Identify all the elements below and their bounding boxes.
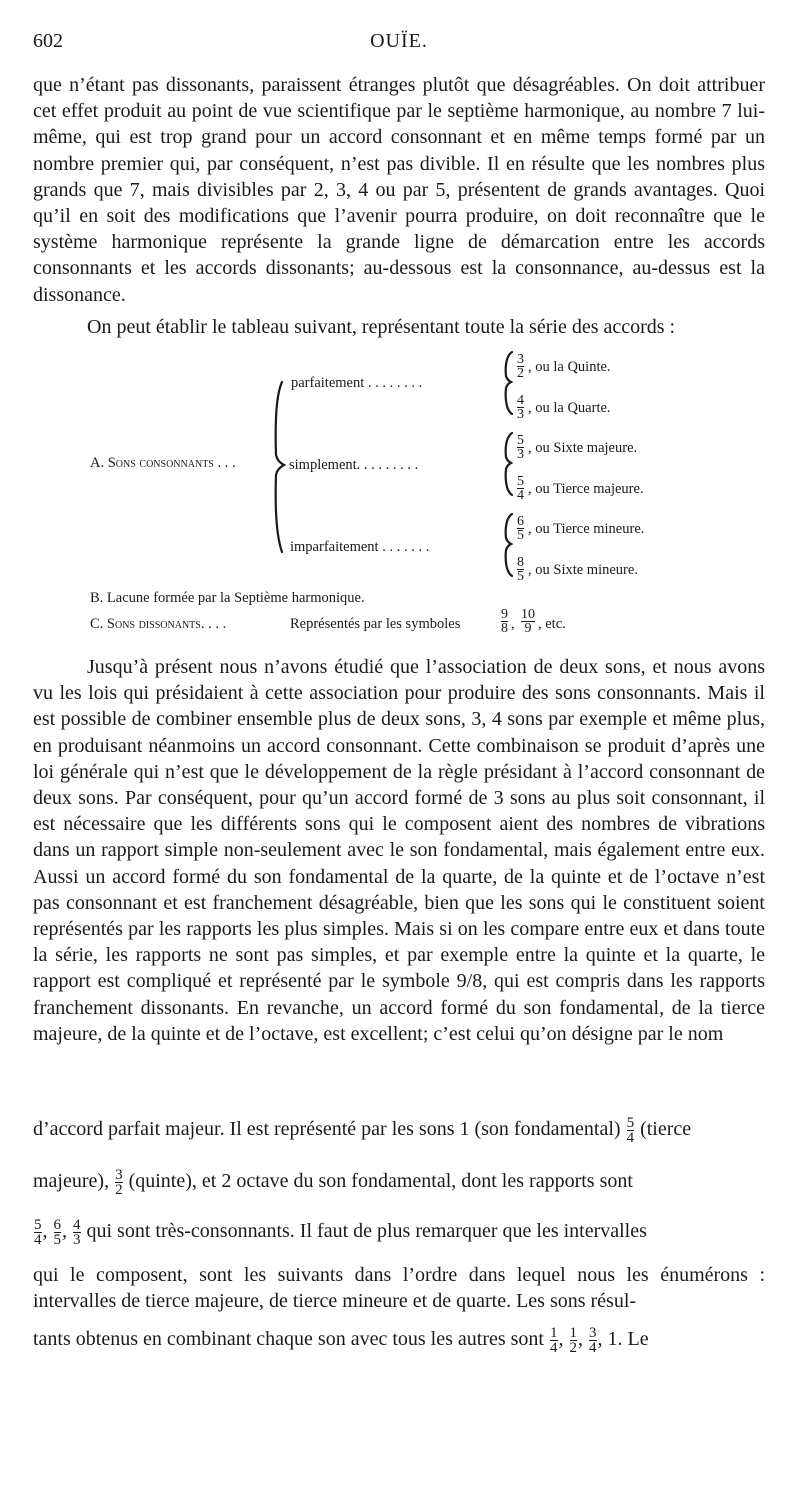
interval-fraction: 4 3 (517, 393, 524, 422)
interval-label: , ou la Quinte. (528, 359, 611, 375)
row-c-end: , etc. (538, 616, 566, 632)
line-majeure: majeure), $\frac{3}{2}$ (quinte), et 2 octave du son fondamental, dont les rapports sont (33, 1167, 633, 1198)
parfaitement-label: parfaitement . . . . . . . . (291, 375, 423, 391)
interval-label: , ou Tierce majeure. (528, 481, 644, 497)
inline-fraction: $\frac{5}{4}$ (626, 1115, 635, 1146)
imparfaitement-label: imparfaitement . . . . . . . (290, 539, 430, 555)
line-fractions: $\frac{5}{4}$ , $\frac{6}{5}$ , $\frac{4}{3}$ qui sont très-consonnants. Il faut de plus remarquer que les intervalles (34, 1217, 647, 1248)
paragraph-2: On peut établir le tableau suivant, représentant toute la série des accords : (87, 316, 676, 338)
inline-fraction: $\frac{5}{4}$ (34, 1217, 42, 1248)
table-braces (0, 0, 800, 600)
inline-fraction: $\frac{3}{4}$ (589, 1325, 597, 1356)
dissonant-fraction: 10 9 (521, 607, 535, 636)
row-c-label: C. Sons dissonants. . . . (90, 616, 227, 632)
interval-fraction: 8 5 (517, 555, 524, 584)
paragraph-4: qui le composent, sont les suivants dans l’ordre dans lequel nous les énumérons : intervalles de tierce majeure, de tierce mineure et de quarte. Les sons résul- (33, 1264, 765, 1313)
paragraph-1: que n’étant pas dissonants, paraissent étranges plutôt que désagréables. On doit attribuer cet effet produit au point de vue scientifique par le septième harmonique, au nombre 7 lui-même, qui est trop grand pour un accord consonnant et en même temps formé par un nombre premier qui, par conséquent, n’est pas divible. Il en résulte que les nombres plus grands que 7, mais divisibles par 2, 3, 4 ou par 5, présentent de grands avantages. Quoi qu’il en soit des modifications que l’avenir pourra produire, on doit reconnaître que le système harmonique représente la grande ligne de démarcation entre les accords consonnants et les accords dissonants; au-dessous est la consonnance, au-dessus est la dissonance. (33, 74, 765, 306)
simplement-label: simplement. . . . . . . . . (289, 457, 419, 473)
inline-fraction: $\frac{6}{5}$ (53, 1217, 61, 1248)
inline-fraction: $\frac{3}{2}$ (115, 1167, 123, 1198)
inline-fraction: $\frac{1}{4}$ (550, 1325, 558, 1356)
line-last: tants obtenus en combinant chaque son avec tous les autres sont $\frac{1}{4}$ , $\frac{1}{2}$ , $\frac{3}{4}$ , 1. Le (33, 1325, 649, 1356)
page-number: 602 (33, 30, 63, 52)
inline-fraction: $\frac{4}{3}$ (73, 1217, 81, 1248)
interval-fraction: 3 2 (517, 352, 524, 381)
book-page: 602 OUÏE. que n’étant pas dissonants, paraissent étranges plutôt que désagréables. On doit attribuer cet effet produit au point de vue scientifique par le septième harmonique, au nombre 7 lui-même, qui est trop grand pour un accord consonnant et en même temps formé par un nombre premier qui, par conséquent, n’est pas divible. Il en résulte que les nombres plus grands que 7, mais divisibles par 2, 3, 4 ou par 5, présentent de grands avantages. Quoi qu’il en soit des modifications que l’avenir pourra produire, on doit reconnaître que le système harmonique représente la grande ligne de démarcation entre les accords consonnants et les accords dissonants; au-dessous est la consonnance, au-dessus est la dissonance. On peut établir le tableau suivant, représentant toute la série des accords : A. Sons consonnants . . . parfaitement . . . . . . . . simplement. . . . . . . . . imparfaitement . . . . . . . 3 2 , ou la Quinte. 4 3 , ou la Quarte. 5 3 , ou Sixte majeure. 5 4 , ou Tierce majeure. 6 5 , ou Tierce mineure. 8 5 , ou Sixte mineure. B. Lacune formée par la Septième harmonique. C. Sons dissonants. . . . Représentés par les symboles 9 8 , 10 9 , etc. Jusqu’à présent nous n’avons étudié que l’association de deux sons, et nous avons vu les lois qui présidaient à cette association pour produire des sons consonnants. Mais il est possible de combiner ensemble plus de deux sons, 3, 4 sons par exemple et même plus, en produisant néanmoins un accord consonnant. Cette combinaison se produit d’après une loi générale qui n’est que le développement de la règle présidant à l’accord consonnant de deux sons. Par conséquent, pour qu’un accord formé de 3 sons au plus soit consonnant, il est nécessaire que les différents sons qui le composent aient des nombres de vibrations dans un rapport simple non-seulement avec le son fondamental, mais également entre eux. Aussi un accord formé du son fondamental de la quarte, de la quinte et de l’octave n’est pas consonnant et est franchement désagréable, bien que les sons qui le constituent soient représentés par les rapports les plus simples. Mais si on les compare entre eux et dans toute la série, les rapports ne sont pas simples, et par exemple entre la quinte et la quarte, le rapport est compliqué et représenté par le symbole 9/8, qui est compris dans les rapports franchement dissonants. En revanche, un accord formé du son fondamental, de la tierce majeure, de la quinte et de l’octave, est excellent; c’est celui qu’on désigne par le nom d’accord parfait majeur. Il est représenté par les sons 1 (son fondamental) $\frac{5}{4}$ (tierce majeure), $\frac{3}{2}$ (quinte), et 2 octave du son fondamental, dont les rapports sont $\frac{5}{4}$ , $\frac{6}{5}$ , $\frac{4}{3}$ qui sont très-consonnants. Il faut de plus remarquer que les intervalles qui le composent, sont les suivants dans l’ordre dans lequel nous les énumérons : intervalles de tierce majeure, de tierce mineure et de quarte. Les sons résul- tants obtenus en combinant chaque son avec tous les autres sont $\frac{1}{4}$ , $\frac{1}{2}$ , $\frac{3}{4}$ , 1. Le (0, 0, 800, 1508)
line-accord-parfait: d’accord parfait majeur. Il est représenté par les sons 1 (son fondamental) $\frac{5}{4}$ (tierce (33, 1115, 692, 1146)
interval-label: , ou la Quarte. (528, 400, 611, 416)
group-a-label: A. Sons consonnants . . . (90, 455, 236, 471)
interval-label: , ou Tierce mineure. (528, 521, 645, 537)
row-c-text: Représentés par les symboles (290, 616, 461, 632)
interval-label: , ou Sixte mineure. (528, 562, 638, 578)
dissonant-fraction: 9 8 (501, 607, 508, 636)
inline-fraction: $\frac{1}{2}$ (569, 1325, 577, 1356)
interval-fraction: 5 3 (517, 433, 524, 462)
paragraph-3: Jusqu’à présent nous n’avons étudié que l’association de deux sons, et nous avons vu les lois qui présidaient à cette association pour produire des sons consonnants. Mais il est possible de combiner ensemble plus de deux sons, 3, 4 sons par exemple et même plus, en produisant néanmoins un accord consonnant. Cette combinaison se produit d’après une loi générale qui n’est que le développement de la règle présidant à l’accord consonnant de deux sons. Par conséquent, pour qu’un accord formé de 3 sons au plus soit consonnant, il est nécessaire que les différents sons qui le composent aient des nombres de vibrations dans un rapport simple non-seulement avec le son fondamental, mais également entre eux. Aussi un accord formé du son fondamental de la quarte, de la quinte et de l’octave n’est pas consonnant et est franchement désagréable, bien que les sons qui le constituent soient représentés par les rapports les plus simples. Mais si on les compare entre eux et dans toute la série, les rapports ne sont pas simples, et par exemple entre la quinte et la quarte, le rapport est compliqué et représenté par le symbole 9/8, qui est compris dans les rapports franchement dissonants. En revanche, un accord formé du son fondamental, de la tierce majeure, de la quinte et de l’octave, est excellent; c’est celui qu’on désigne par le nom (33, 656, 765, 1045)
row-b: B. Lacune formée par la Septième harmonique. (90, 590, 365, 606)
interval-fraction: 6 5 (517, 514, 524, 543)
interval-label: , ou Sixte majeure. (528, 440, 638, 456)
interval-fraction: 5 4 (517, 474, 524, 503)
running-title: OUÏE. (370, 30, 428, 52)
